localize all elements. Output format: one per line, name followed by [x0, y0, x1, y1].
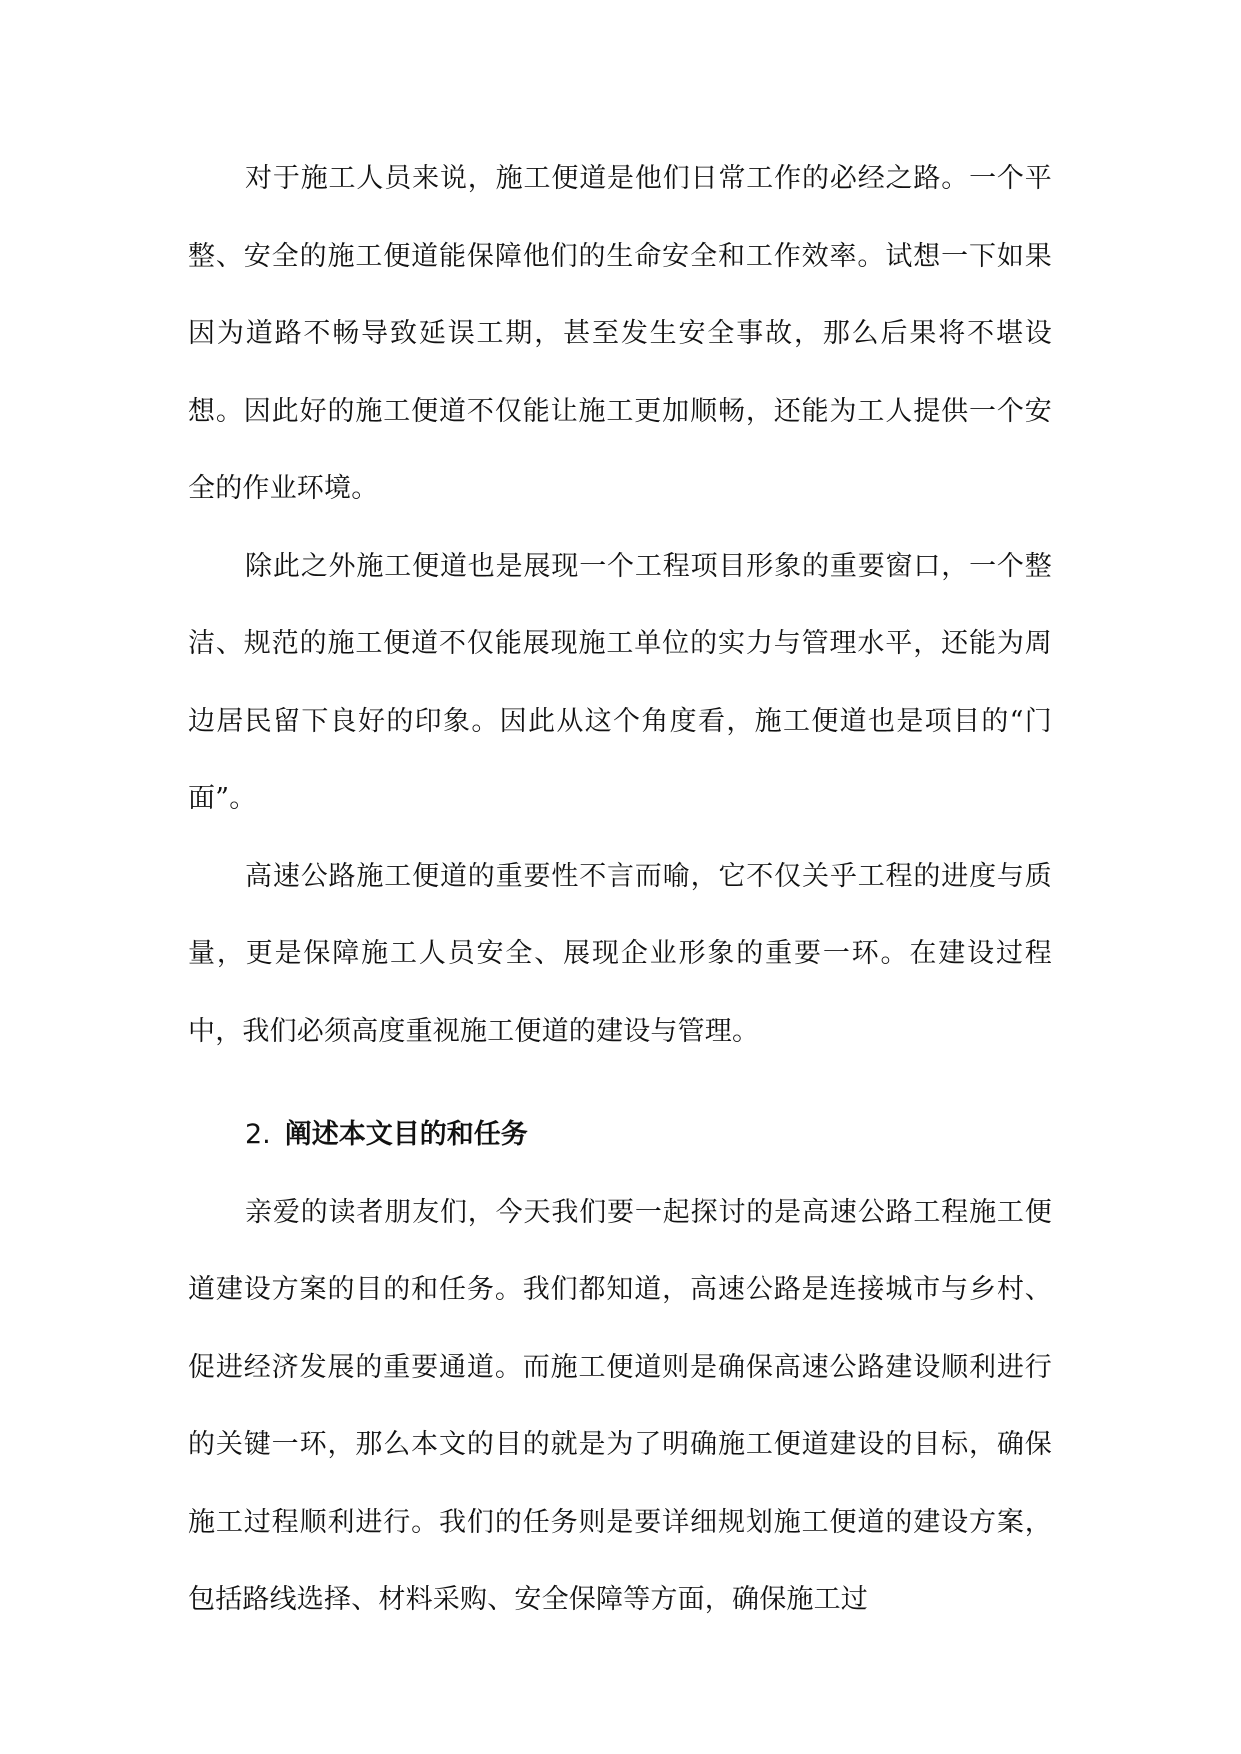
paragraph-purpose-and-tasks: 亲爱的读者朋友们，今天我们要一起探讨的是高速公路工程施工便道建设方案的目的和任务。我们都知道，高速公路是连接城市与乡村、促进经济发展的重要通道。而施工便道则是确保高速公路建设顺利进行的关键一环，那么本文的目的就是为了明确施工便道建设的目标，确保施工过程顺利进行。我们的任务则是要详细规划施工便道的建设方案，包括路线选择、材料采购、安全保障等方面，确保施工过 — [188, 1196, 1052, 1615]
paragraph-worker-safety: 对于施工人员来说，施工便道是他们日常工作的必经之路。一个平整、安全的施工便道能保障他们的生命安全和工作效率。试想一下如果因为道路不畅导致延误工期，甚至发生安全事故，那么后果将不堪设想。因此好的施工便道不仅能让施工更加顺畅，还能为工人提供一个安全的作业环境。 — [188, 163, 1052, 504]
paragraph-project-image: 除此之外施工便道也是展现一个工程项目形象的重要窗口，一个整洁、规范的施工便道不仅能展现施工单位的实力与管理水平，还能为周边居民留下良好的印象。因此从这个角度看，施工便道也是项目的“门面”。 — [188, 550, 1052, 814]
document-body — [188, 140, 1052, 1639]
section-heading — [188, 1096, 1052, 1174]
section-number: 2. — [245, 1119, 271, 1150]
paragraph-importance-summary: 高速公路施工便道的重要性不言而喻，它不仅关乎工程的进度与质量，更是保障施工人员安全、展现企业形象的重要一环。在建设过程中，我们必须高度重视施工便道的建设与管理。 — [188, 860, 1052, 1047]
section-title: 阐述本文目的和任务 — [284, 1119, 528, 1150]
